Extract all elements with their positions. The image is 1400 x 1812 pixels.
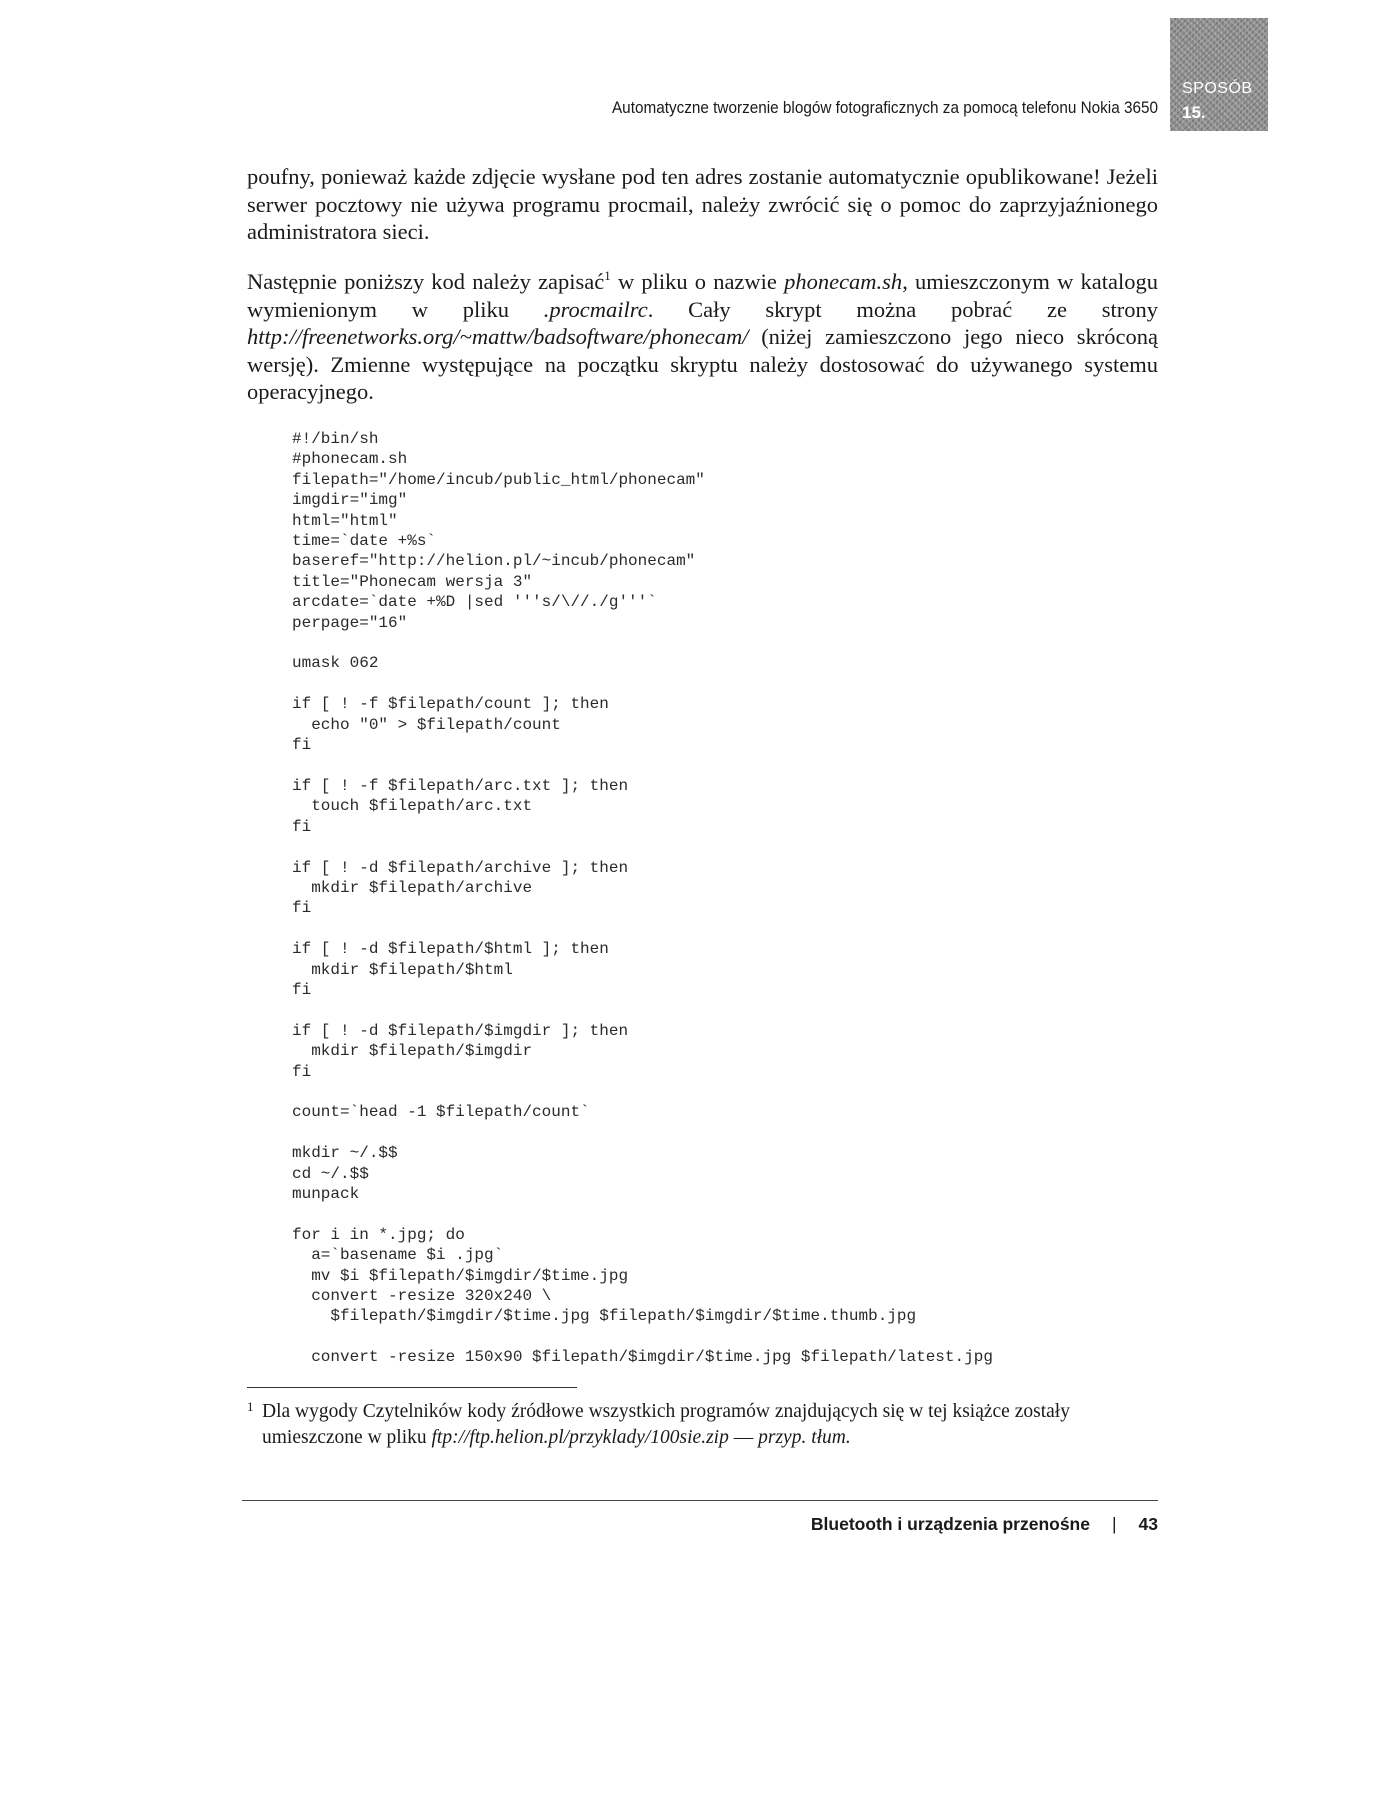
code-line xyxy=(292,1204,1172,1224)
code-line: if [ ! -f $filepath/count ]; then xyxy=(292,695,609,714)
footnote-text-1: Dla wygody Czytelników kody źródłowe wszystkich programów znajdujących się w tej książce zostały umieszczone w pliku xyxy=(262,1401,1070,1448)
code-line: a=`basename $i .jpg` xyxy=(292,1246,504,1265)
filename-phonecam: phonecam.sh xyxy=(784,269,903,294)
code-line: if [ ! -d $filepath/$html ]; then xyxy=(292,940,609,959)
filename-procmailrc: .procmailrc xyxy=(543,296,648,322)
code-line: count=`head -1 $filepath/count` xyxy=(292,1103,590,1122)
code-line: mkdir $filepath/$imgdir xyxy=(292,1042,533,1061)
footnote-marker: 1 xyxy=(247,1399,254,1414)
code-line: munpack xyxy=(292,1185,360,1204)
script-url: http://freenetworks.org/~mattw/badsoftware/phonecam/ xyxy=(247,324,749,349)
code-line xyxy=(292,1000,1172,1020)
code-line: echo "0" > $filepath/count xyxy=(292,715,561,734)
code-line xyxy=(292,1123,1172,1143)
code-line: html="html" xyxy=(292,511,398,530)
code-line xyxy=(292,756,1172,776)
code-line: fi xyxy=(292,817,312,836)
code-line: fi xyxy=(292,980,312,999)
code-line xyxy=(292,1082,1172,1102)
section-number: 15. xyxy=(1182,103,1206,122)
code-line: baseref="http://helion.pl/~incub/phonecam" xyxy=(292,552,696,571)
footnote xyxy=(247,1399,1158,1451)
footnote-reference: 1 xyxy=(604,268,611,283)
paragraph-script-instructions xyxy=(247,268,1158,406)
running-header: Automatyczne tworzenie blogów fotograficznych za pomocą telefonu Nokia 3650 xyxy=(611,98,1158,117)
code-line: convert -resize 150x90 $filepath/$imgdir/$time.jpg $filepath/latest.jpg xyxy=(292,1348,993,1367)
page-footer xyxy=(600,1514,1158,1535)
page-number: 43 xyxy=(1138,1514,1158,1534)
para2-text-4: . Cały skrypt można pobrać ze strony xyxy=(647,296,1158,322)
footnote-translator-note: przyp. tłum. xyxy=(758,1427,851,1448)
code-line: for i in *.jpg; do xyxy=(292,1225,465,1244)
para2-text-1: Następnie poniższy kod należy zapisać xyxy=(247,269,605,294)
code-line: fi xyxy=(292,1062,312,1081)
code-line: convert -resize 320x240 \ xyxy=(292,1287,552,1306)
footnote-text xyxy=(247,1399,1158,1451)
code-line: fi xyxy=(292,899,312,918)
code-line: arcdate=`date +%D |sed '''s/\//./g'''` xyxy=(292,593,657,612)
footnote-link: ftp://ftp.helion.pl/przyklady/100sie.zip xyxy=(431,1427,729,1448)
footer-divider xyxy=(242,1500,1158,1501)
code-line: mkdir ~/.$$ xyxy=(292,1144,398,1163)
para2-text-3: , umieszczonym w katalogu wymienionym w pliku xyxy=(247,269,1158,322)
section-label: SPOSÓB xyxy=(1182,80,1253,97)
code-line: touch $filepath/arc.txt xyxy=(292,797,533,816)
footnote-dash: — xyxy=(728,1427,759,1448)
code-line: title="Phonecam wersja 3" xyxy=(292,572,533,591)
code-listing xyxy=(292,429,1172,1368)
code-line: $filepath/$imgdir/$time.jpg $filepath/$imgdir/$time.thumb.jpg xyxy=(292,1307,917,1326)
code-line xyxy=(292,633,1172,653)
code-line xyxy=(292,674,1172,694)
code-line: imgdir="img" xyxy=(292,491,408,510)
footnote-divider xyxy=(247,1387,577,1388)
code-line: perpage="16" xyxy=(292,613,408,632)
code-line: cd ~/.$$ xyxy=(292,1164,369,1183)
code-line xyxy=(292,919,1172,939)
code-line: fi xyxy=(292,736,312,755)
para2-text-5: (niżej zamieszczono jego nieco skróconą wersję). Zmienne występujące na początku skryptu należy dostosować do używanego systemu operacyjnego. xyxy=(247,324,1158,404)
footer-chapter: Bluetooth i urządzenia przenośne xyxy=(810,1514,1090,1534)
code-line: filepath="/home/incub/public_html/phonecam" xyxy=(292,470,705,489)
code-line: mv $i $filepath/$imgdir/$time.jpg xyxy=(292,1266,629,1285)
section-tab xyxy=(1170,18,1268,131)
code-line: if [ ! -d $filepath/$imgdir ]; then xyxy=(292,1021,629,1040)
paragraph-intro: poufny, ponieważ każde zdjęcie wysłane pod ten adres zostanie automatycznie opublikowane! Jeżeli serwer pocztowy nie używa programu procmail, należy zwrócić się o pomoc do zaprzyjaźnionego administratora sieci. xyxy=(247,164,1158,244)
code-line: #!/bin/sh xyxy=(292,430,379,448)
code-line: mkdir $filepath/archive xyxy=(292,878,533,897)
para2-text-2: w pliku o nazwie xyxy=(610,269,785,294)
code-line: time=`date +%s` xyxy=(292,532,437,551)
code-line: umask 062 xyxy=(292,654,379,673)
code-line: if [ ! -d $filepath/archive ]; then xyxy=(292,858,629,877)
footer-separator: | xyxy=(1111,1514,1117,1534)
code-line: if [ ! -f $filepath/arc.txt ]; then xyxy=(292,776,629,795)
code-line xyxy=(292,837,1172,857)
code-line xyxy=(292,1327,1172,1347)
code-line: mkdir $filepath/$html xyxy=(292,960,513,979)
code-line: #phonecam.sh xyxy=(292,450,408,469)
